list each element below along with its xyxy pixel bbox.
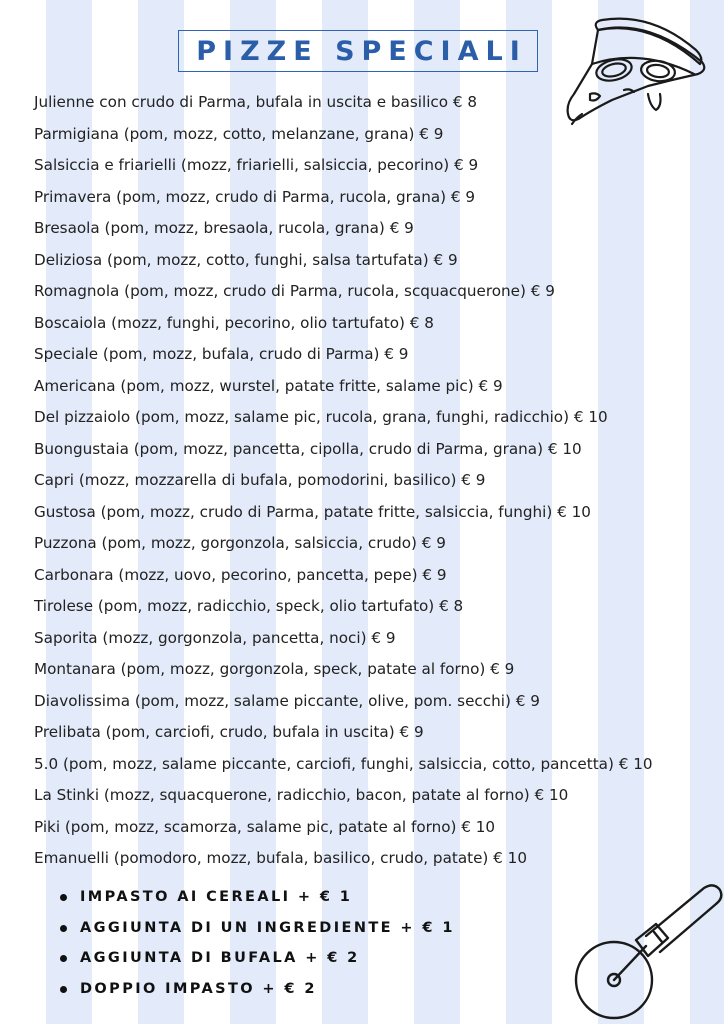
extra-item: DOPPIO IMPASTO + € 2 <box>60 974 455 1005</box>
menu-item: Boscaiola (mozz, funghi, pecorino, olio tartufato) € 8 <box>34 313 434 332</box>
menu-item: Primavera (pom, mozz, crudo di Parma, rucola, grana) € 9 <box>34 187 476 206</box>
menu-item: Piki (pom, mozz, scamorza, salame pic, patate al forno) € 10 <box>34 817 496 836</box>
menu-item: Diavolissima (pom, mozz, salame piccante, olive, pom. secchi) € 9 <box>34 691 540 710</box>
menu-item: Speciale (pom, mozz, bufala, crudo di Parma) € 9 <box>34 345 409 363</box>
menu-item: Bresaola (pom, mozz, bresaola, rucola, grana) € 9 <box>34 219 414 237</box>
menu-item: 5.0 (pom, mozz, salame piccante, carciofi, funghi, salsiccia, cotto, pancetta) € 10 <box>34 754 653 773</box>
menu-item: Montanara (pom, mozz, gorgonzola, speck, patate al forno) € 9 <box>34 660 515 678</box>
menu-item: Emanuelli (pomodoro, mozz, bufala, basilico, crudo, patate) € 10 <box>34 849 528 867</box>
menu-item: Julienne con crudo di Parma, bufala in uscita e basilico € 8 <box>34 93 478 111</box>
page-title: PIZZE SPECIALI <box>196 35 527 67</box>
menu-item: Gustosa (pom, mozz, crudo di Parma, patate fritte, salsiccia, funghi) € 10 <box>34 502 591 521</box>
menu-item: Buongustaia (pom, mozz, pancetta, cipolla, crudo di Parma, grana) € 10 <box>34 439 582 458</box>
extras-list <box>60 882 455 1004</box>
pizza-cutter-icon <box>566 880 724 1020</box>
extra-item: AGGIUNTA DI BUFALA + € 2 <box>60 943 455 974</box>
menu-item: Salsiccia e friarielli (mozz, friarielli, salsiccia, pecorino) € 9 <box>34 156 479 174</box>
title-box <box>178 30 538 72</box>
menu-item: Carbonara (mozz, uovo, pecorino, pancetta, pepe) € 9 <box>34 565 447 584</box>
menu-item: Romagnola (pom, mozz, crudo di Parma, rucola, scquacquerone) € 9 <box>34 282 555 300</box>
extra-item: IMPASTO AI CEREALI + € 1 <box>60 882 455 913</box>
menu-item: Tirolese (pom, mozz, radicchio, speck, olio tartufato) € 8 <box>34 597 464 615</box>
menu-item: Deliziosa (pom, mozz, cotto, funghi, salsa tartufata) € 9 <box>34 250 458 269</box>
menu-item: Del pizzaiolo (pom, mozz, salame pic, rucola, grana, funghi, radicchio) € 10 <box>34 408 608 426</box>
pizza-menu-list <box>34 87 653 875</box>
menu-item: Puzzona (pom, mozz, gorgonzola, salsiccia, crudo) € 9 <box>34 534 446 552</box>
menu-item: Capri (mozz, mozzarella di bufala, pomodorini, basilico) € 9 <box>34 471 486 489</box>
menu-item: Prelibata (pom, carciofi, crudo, bufala in uscita) € 9 <box>34 723 424 741</box>
menu-item: La Stinki (mozz, squacquerone, radicchio, bacon, patate al forno) € 10 <box>34 786 569 804</box>
menu-item: Americana (pom, mozz, wurstel, patate fritte, salame pic) € 9 <box>34 376 503 395</box>
menu-item: Parmigiana (pom, mozz, cotto, melanzane, grana) € 9 <box>34 124 444 143</box>
extra-item: AGGIUNTA DI UN INGREDIENTE + € 1 <box>60 913 455 944</box>
menu-item: Saporita (mozz, gorgonzola, pancetta, noci) € 9 <box>34 628 396 647</box>
